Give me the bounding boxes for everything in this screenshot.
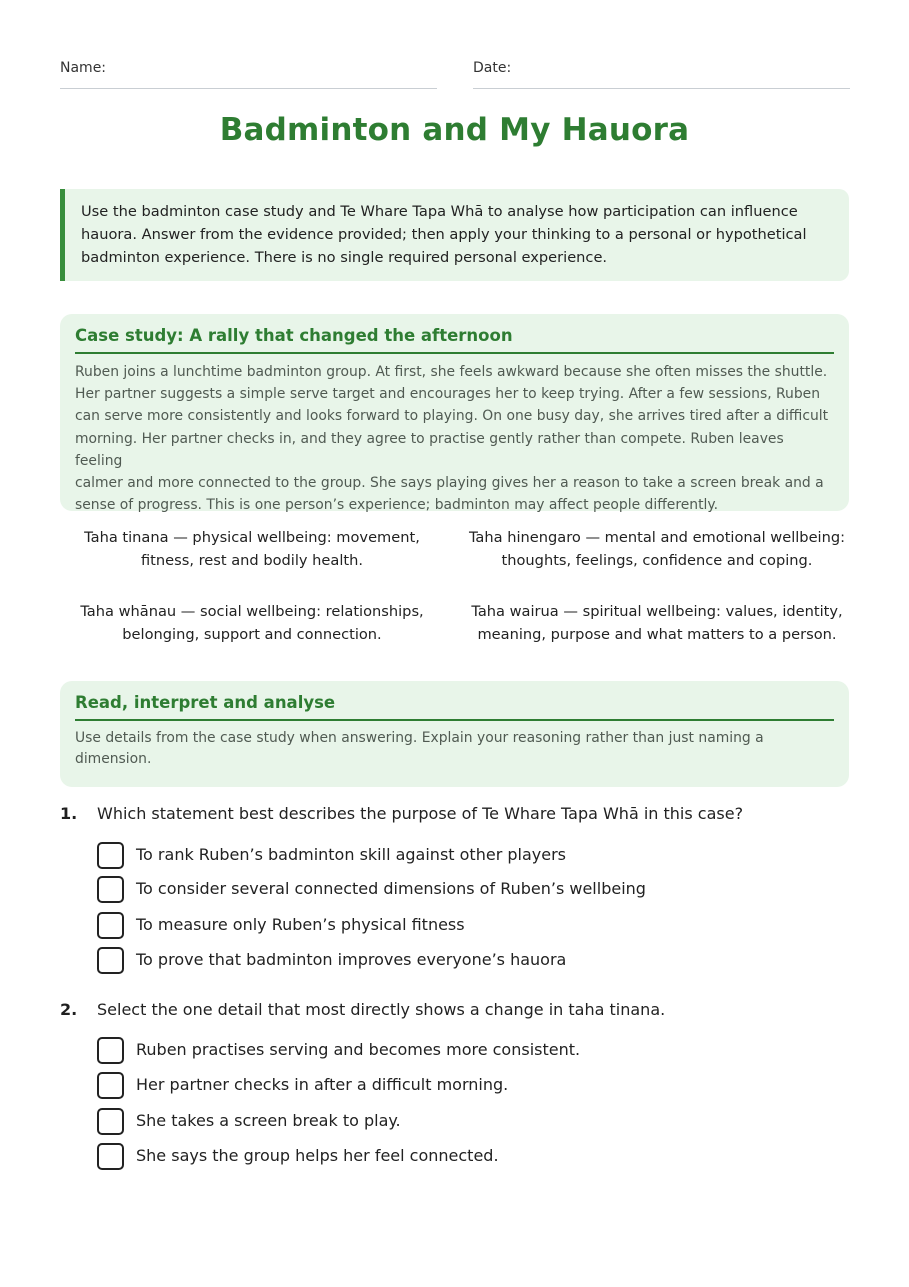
checkbox[interactable] [97, 947, 124, 974]
case-study-card [60, 314, 849, 514]
dimension-line: Taha tinana — physical wellbeing: movement, [84, 529, 420, 546]
dimension-line: Taha whānau — social wellbeing: relationships, [80, 603, 424, 620]
case-study-line: Ruben joins a lunchtime badminton group. At first, she feels awkward because she often misses the shuttle. [75, 364, 828, 380]
checkbox[interactable] [97, 842, 124, 869]
question-number: 1. [60, 804, 78, 823]
case-study-title: Case study: A rally that changed the afternoon [75, 326, 834, 354]
question-number: 2. [60, 1000, 78, 1019]
option[interactable] [97, 1143, 837, 1171]
option[interactable] [97, 1108, 837, 1136]
option[interactable] [97, 1072, 837, 1100]
option-label: To consider several connected dimensions of Ruben’s wellbeing [136, 879, 646, 898]
option[interactable] [97, 842, 837, 870]
instructions-line: Use the badminton case study and Te Whare Tapa Whā to analyse how participation can influence [81, 203, 798, 220]
dimension-line: meaning, purpose and what matters to a person. [477, 626, 837, 643]
date-field[interactable] [473, 60, 850, 89]
question-text: Select the one detail that most directly shows a change in taha tinana. [97, 1000, 666, 1019]
analyse-line: dimension. [75, 751, 152, 767]
option-label: She takes a screen break to play. [136, 1111, 401, 1130]
case-study-line: Her partner suggests a simple serve target and encourages her to keep trying. After a few sessions, Ruben [75, 386, 821, 403]
dimension-taha-wairua [465, 600, 849, 646]
checkbox[interactable] [97, 876, 124, 903]
dimension-line: belonging, support and connection. [122, 626, 382, 643]
instructions-line: hauora. Answer from the evidence provided; then apply your thinking to a personal or hypothetical [81, 226, 807, 243]
case-study-line: sense of progress. This is one person’s experience; badminton may affect people differently. [75, 497, 719, 514]
checkbox[interactable] [97, 1108, 124, 1135]
checkbox[interactable] [97, 1143, 124, 1170]
dimension-line: fitness, rest and bodily health. [140, 552, 364, 569]
dimension-taha-tinana [60, 526, 444, 572]
analyse-card [60, 681, 849, 787]
option-label: To measure only Ruben’s physical fitness [136, 915, 465, 934]
case-study-line: calmer and more connected to the group. She says playing gives her a reason to take a screen break and a [75, 475, 824, 492]
page-title: Badminton and My Hauora [219, 112, 690, 148]
dimensions-grid [60, 526, 849, 651]
dimension-taha-hinengaro [465, 526, 849, 572]
name-label: Name: [60, 60, 107, 76]
option[interactable] [97, 876, 837, 904]
option-label: She says the group helps her feel connected. [136, 1146, 499, 1165]
option[interactable] [97, 1037, 837, 1065]
instructions-box [60, 189, 849, 281]
dimension-line: Taha wairua — spiritual wellbeing: values, identity, [471, 603, 843, 620]
checkbox[interactable] [97, 1037, 124, 1064]
option[interactable] [97, 947, 837, 975]
instructions-line: badminton experience. There is no single required personal experience. [81, 249, 608, 266]
name-field[interactable] [60, 60, 437, 89]
dimension-line: thoughts, feelings, confidence and coping. [501, 552, 813, 569]
checkbox[interactable] [97, 1072, 124, 1099]
case-study-line: can serve more consistently and looks forward to playing. On one busy day, she arrives tired after a difficult [75, 408, 829, 425]
date-label: Date: [473, 60, 512, 76]
dimension-taha-whanau [60, 600, 444, 646]
option-label: Ruben practises serving and becomes more consistent. [136, 1040, 581, 1059]
question-text: Which statement best describes the purpose of Te Whare Tapa Whā in this case? [97, 804, 744, 823]
analyse-text [75, 721, 834, 770]
option[interactable] [97, 912, 837, 940]
option-label: To prove that badminton improves everyone’s hauora [136, 950, 567, 969]
analyse-title: Read, interpret and analyse [75, 693, 834, 721]
case-study-text [75, 354, 834, 516]
dimension-line: Taha hinengaro — mental and emotional wellbeing: [468, 529, 846, 546]
checkbox[interactable] [97, 912, 124, 939]
analyse-line: Use details from the case study when answering. Explain your reasoning rather than just naming a [75, 730, 764, 746]
name-date-row [60, 60, 849, 90]
option-label: To rank Ruben’s badminton skill against other players [136, 845, 566, 864]
case-study-line: morning. Her partner checks in, and they agree to practise gently rather than compete. Ruben leaves feeling [75, 430, 784, 469]
option-label: Her partner checks in after a difficult morning. [136, 1075, 509, 1094]
